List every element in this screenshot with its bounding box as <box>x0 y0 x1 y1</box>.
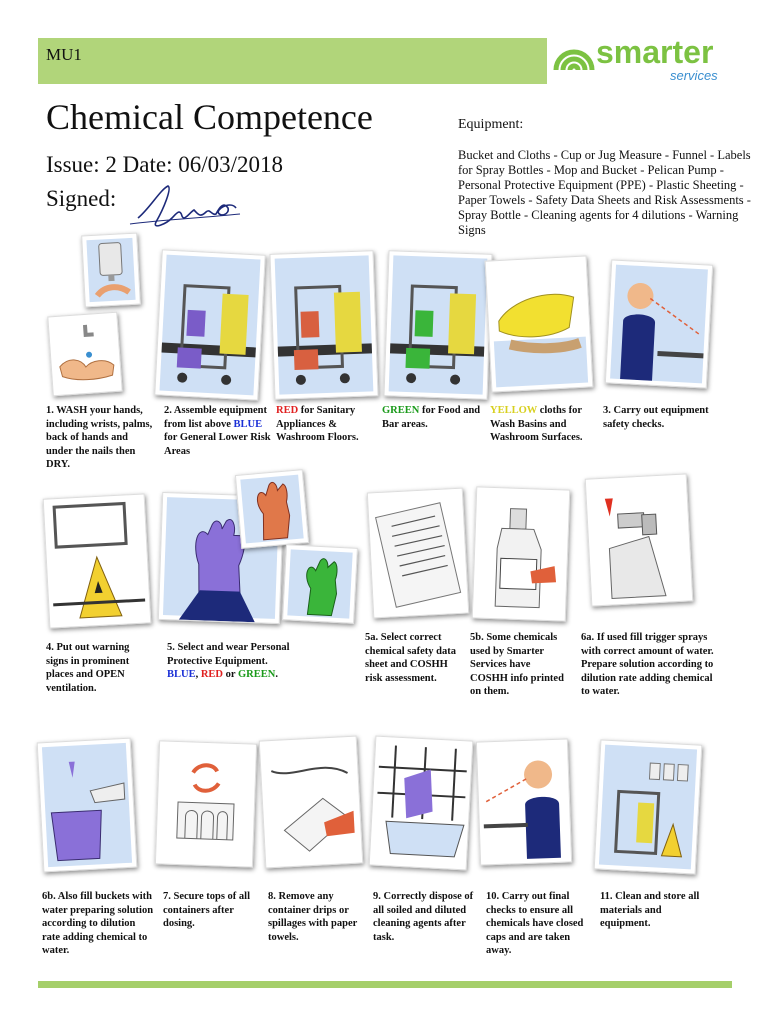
orange-glove-picture <box>235 469 309 549</box>
secure-tops-picture <box>155 740 257 867</box>
fill-bucket-picture <box>37 738 138 873</box>
equipment-title: Equipment: <box>458 117 524 132</box>
spillage-picture <box>259 736 364 869</box>
safety-check-picture <box>605 259 713 388</box>
logo-sub: services <box>670 68 718 83</box>
data-sheet-picture <box>367 488 469 619</box>
trigger-spray-picture <box>585 473 694 606</box>
step-6a-caption: 6a. If used fill trigger sprays with correct amount of water. Prepare solution according to dilution rate adding chemical to water. <box>581 632 714 697</box>
step-1-caption: 1. WASH your hands, including wrists, palms, back of hands and under the nails then DRY. <box>46 405 153 470</box>
step-8-caption: 8. Remove any container drips or spillages with paper towels. <box>268 891 358 943</box>
spray-bottle-picture <box>472 486 571 621</box>
issue-date: Issue: 2 Date: 06/03/2018 <box>46 152 283 177</box>
storage-picture <box>594 739 703 874</box>
step-2-caption: 2. Assemble equipment from list above BLUE for General Lower Risk Areas <box>164 405 271 457</box>
soap-dispenser-picture <box>81 233 141 308</box>
hand-washing-picture <box>47 312 122 397</box>
step-3-caption: 3. Carry out equipment safety checks. <box>603 405 709 430</box>
trolley-red-picture <box>269 250 378 400</box>
step-5a-caption: 5a. Select correct chemical safety data sheet and COSHH risk assessment. <box>365 632 456 684</box>
step-7-caption: 7. Secure tops of all containers after dosing. <box>163 891 251 929</box>
smarter-services-logo <box>552 36 737 86</box>
step-4-caption: 4. Put out warning signs in prominent places and OPEN ventilation. <box>46 642 130 694</box>
dispose-picture <box>369 736 474 871</box>
final-check-picture <box>476 738 572 865</box>
step-5-caption: 5. Select and wear Personal Protective Equipment. BLUE, RED or GREEN. <box>167 642 290 680</box>
step-6b-caption: 6b. Also fill buckets with water preparing solution according to dilution rate adding chemical to water. <box>42 891 154 956</box>
step-11-caption: 11. Clean and store all materials and equipment. <box>600 891 700 929</box>
green-glove-picture <box>282 544 358 624</box>
logo-arcs-icon <box>552 40 596 76</box>
trolley-blue-picture <box>154 249 265 400</box>
module-code: MU1 <box>46 45 82 64</box>
red-caption: RED for Sanitary Appliances & Washroom Floors. <box>276 405 359 443</box>
logo-brand: smarter <box>596 34 714 70</box>
green-caption: GREEN for Food and Bar areas. <box>382 405 481 430</box>
footer-bar <box>38 981 732 988</box>
yellow-cloth-picture <box>485 255 594 392</box>
step-10-caption: 10. Carry out final checks to ensure all chemicals have closed caps and are taken away. <box>486 891 584 956</box>
signature-icon <box>120 178 255 243</box>
header-bar <box>38 38 547 84</box>
trolley-green-picture <box>383 250 492 400</box>
equipment-text: Bucket and Cloths - Cup or Jug Measure - Funnel - Labels for Spray Bottles - Mop and Bucket - Pelican Pump - Personal Protective Equipment (PPE) - Plastic Sheeting - Paper Towels - Safety Data Sheets and Risk Assessments - Spray Bottle - Cleaning agents for 4 dilutions - Warning Signs <box>458 148 751 237</box>
warning-sign-picture <box>43 493 152 628</box>
step-5b-caption: 5b. Some chemicals used by Smarter Services have COSHH info printed on them. <box>470 632 564 697</box>
signed-label: Signed: <box>46 186 117 211</box>
page-title: Chemical Competence <box>46 97 373 137</box>
yellow-caption: YELLOW cloths for Wash Basins and Washroom Surfaces. <box>490 405 583 443</box>
step-9-caption: 9. Correctly dispose of all soiled and diluted cleaning agents after task. <box>373 891 474 943</box>
